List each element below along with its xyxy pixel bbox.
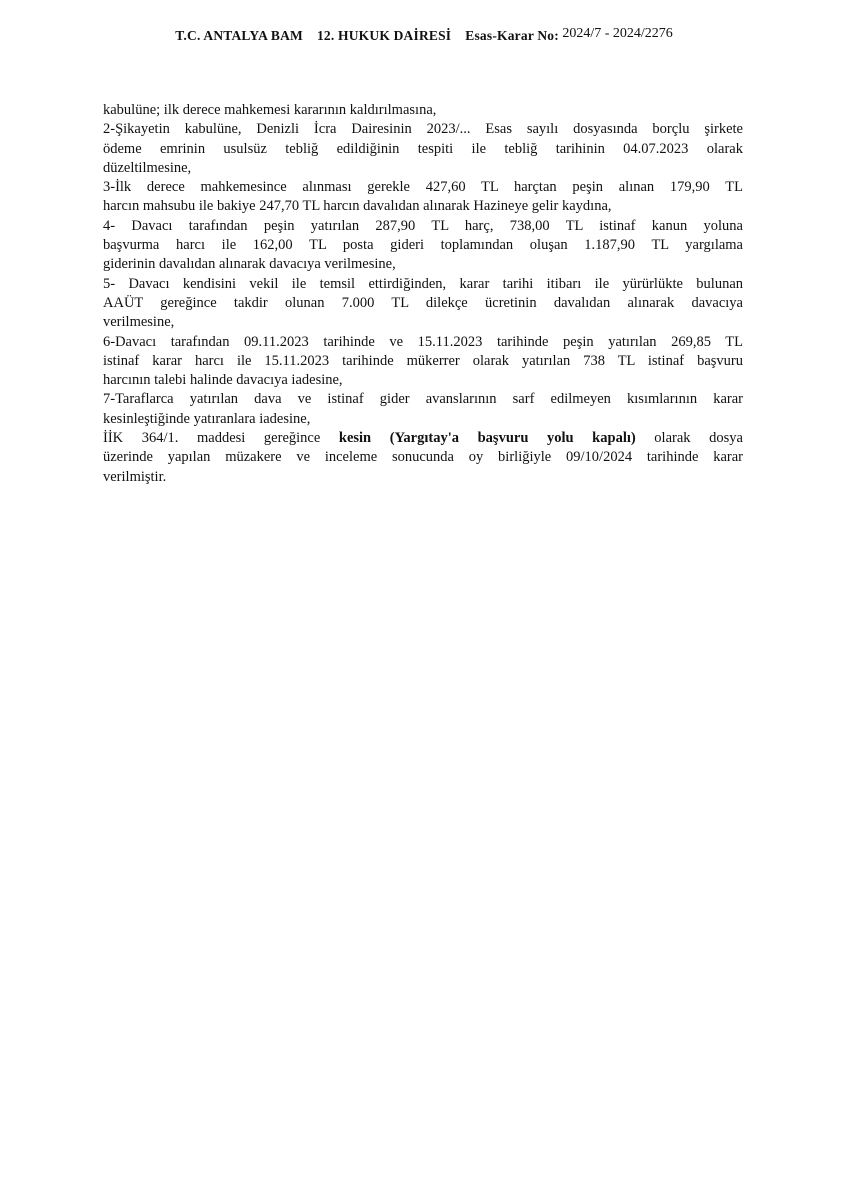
body-line: ödeme emrinin usulsüz tebliğ edildiğinin tespiti ile tebliğ tarihinin 04.07.2023 olarak — [103, 140, 743, 157]
final-line: üzerinde yapılan müzakere ve inceleme sonucunda oy birliğiyle 09/10/2024 tarihinde karar — [103, 449, 743, 466]
body-line: giderinin davalıdan alınarak davacıya verilmesine, — [103, 256, 396, 273]
body-line: AAÜT gereğince takdir olunan 7.000 TL dilekçe ücretinin davalıdan alınarak davacıya — [103, 294, 743, 311]
body-line: 2-Şikayetin kabulüne, Denizli İcra Dairesinin 2023/... Esas sayılı dosyasında borçlu şirkete — [103, 121, 743, 138]
esas-karar-number: 2024/7 - 2024/2276 — [562, 26, 673, 41]
esas-karar-label: Esas-Karar No: — [465, 28, 559, 43]
final-line-text: olarak dosya — [635, 430, 743, 447]
body-line: düzeltilmesine, — [103, 159, 192, 176]
chamber-name: 12. HUKUK DAİRESİ — [316, 28, 452, 43]
body-line: 3-İlk derece mahkemesince alınması gerekle 427,60 TL harçtan peşin alınan 179,90 TL — [103, 179, 743, 196]
court-name: T.C. ANTALYA BAM — [175, 28, 303, 43]
body-line: kabulüne; ilk derece mahkemesi kararının kaldırılmasına, — [103, 102, 437, 118]
final-line-text: İİK 364/1. maddesi gereğince — [103, 430, 339, 447]
body-line: başvurma harcı ile 162,00 TL posta gideri toplamından oluşan 1.187,90 TL yargılama — [103, 237, 743, 254]
body-line: istinaf karar harcı ile 15.11.2023 tarihinde mükerrer olarak yatırılan 738 TL istinaf başvuru — [103, 352, 743, 369]
finality-emphasis: kesin (Yargıtay'a başvuru yolu kapalı) — [338, 430, 636, 447]
body-line: 6-Davacı tarafından 09.11.2023 tarihinde ve 15.11.2023 tarihinde peşin yatırılan 269,85 TL — [103, 333, 743, 350]
body-line: harcın mahsubu ile bakiye 247,70 TL harcın davalıdan alınarak Hazineye gelir kaydına, — [103, 198, 612, 215]
decision-body — [103, 101, 743, 487]
body-line: verilmesine, — [103, 314, 175, 331]
body-line: 5- Davacı kendisini vekil ile temsil ettirdiğinden, karar tarihi itibarı ile yürürlükte bulunan — [103, 275, 743, 292]
body-line: 4- Davacı tarafından peşin yatırılan 287,90 TL harç, 738,00 TL istinaf kanun yoluna — [103, 217, 743, 234]
page-header — [0, 28, 848, 45]
body-line: harcının talebi halinde davacıya iadesine, — [103, 372, 343, 389]
body-line: 7-Taraflarca yatırılan dava ve istinaf gider avanslarının sarf edilmeyen kısımlarının karar — [103, 391, 743, 408]
final-line: verilmiştir. — [103, 468, 167, 485]
final-line — [103, 429, 743, 448]
body-line: kesinleştiğinde yatıranlara iadesine, — [103, 410, 311, 427]
